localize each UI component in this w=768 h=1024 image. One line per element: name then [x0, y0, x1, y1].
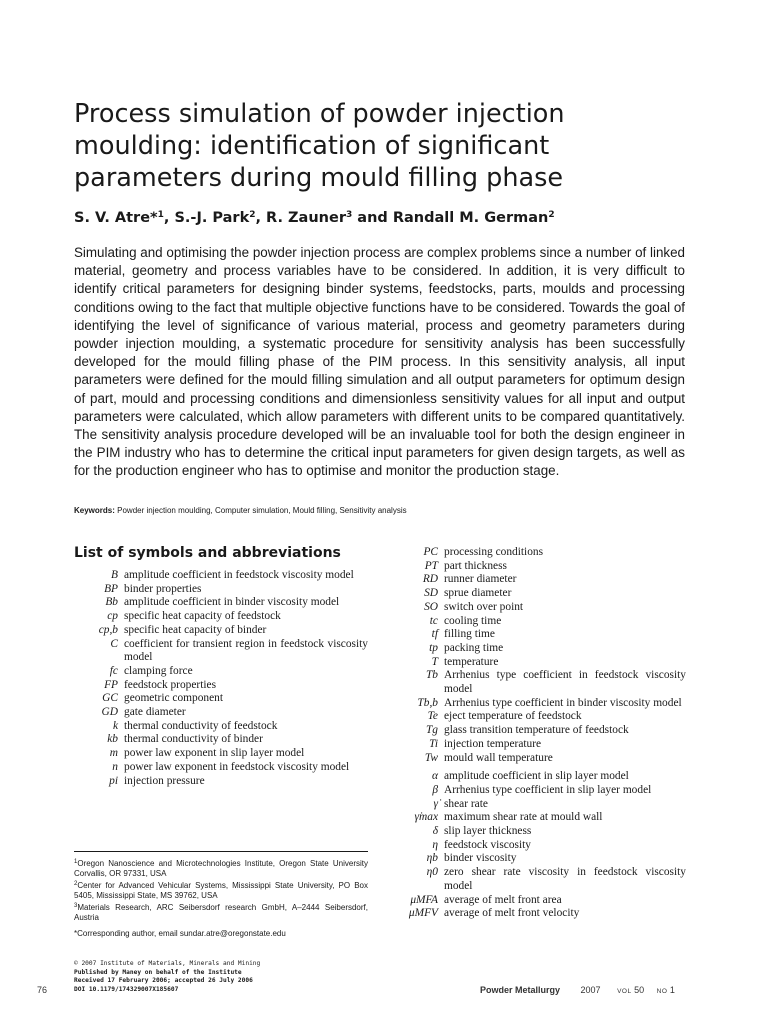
- symbol-row: [390, 839, 686, 853]
- author-name: Randall M. German: [392, 210, 549, 226]
- corresponding-author: *Corresponding author, email sundar.atre@oregonstate.edu: [74, 929, 286, 938]
- symbol: β: [432, 783, 438, 796]
- symbol-definition: average of melt front area: [444, 893, 562, 906]
- doi: DOI 10.1179/174329007X185607: [74, 985, 179, 993]
- copyright-line: © 2007 Institute of Materials, Minerals and Mining: [74, 960, 261, 967]
- symbol-definition: amplitude coefficient in slip layer model: [444, 770, 629, 783]
- symbol: k: [112, 719, 118, 732]
- symbol-row: [74, 624, 368, 638]
- symbol-row: [390, 587, 686, 601]
- journal-footer: [480, 985, 675, 995]
- symbol-definition: shear rate: [444, 797, 488, 810]
- symbol-definition: temperature: [444, 655, 499, 668]
- symbol: γ̇max: [414, 811, 438, 824]
- symbol: PC: [423, 546, 438, 558]
- symbol-row: [390, 724, 686, 738]
- symbol: ηb: [426, 852, 438, 865]
- symbol-row: [74, 692, 368, 706]
- symbol-definition: feedstock viscosity: [444, 838, 531, 851]
- symbol: Tw: [424, 751, 438, 764]
- keywords: [74, 506, 407, 515]
- symbol: SD: [424, 587, 438, 600]
- symbol-definition: gate diameter: [124, 706, 186, 719]
- symbol-row: [390, 770, 686, 784]
- author-name: S.-J. Park: [174, 210, 250, 226]
- title-line: moulding: identification of significant: [74, 131, 550, 161]
- symbol-definition: binder viscosity: [444, 852, 517, 865]
- symbol-definition: processing conditions: [444, 546, 544, 558]
- symbol-definition: glass transition temperature of feedstock: [444, 724, 629, 737]
- symbol-row: [74, 720, 368, 734]
- article-title: [74, 98, 674, 194]
- issue-number: 1: [669, 985, 675, 995]
- symbol-definition: switch over point: [444, 600, 524, 613]
- symbol-row: [390, 907, 686, 921]
- symbol-row: [74, 775, 368, 789]
- symbol: cp: [107, 610, 118, 623]
- symbol-row: [390, 573, 686, 587]
- author-affiliation: 2: [249, 210, 256, 220]
- page-number: 76: [37, 985, 48, 995]
- symbol: tf: [431, 628, 438, 641]
- symbol-row: [74, 596, 368, 610]
- author-affiliation: 1: [157, 210, 164, 220]
- symbol-definition: specific heat capacity of binder: [124, 623, 267, 636]
- symbol-definition: Arrhenius type coefficient in slip layer model: [444, 783, 652, 796]
- symbol-definition: eject temperature of feedstock: [444, 710, 582, 723]
- symbol: Tg: [425, 724, 438, 737]
- symbol-row: [74, 706, 368, 720]
- title-line: Process simulation of powder injection: [74, 99, 565, 129]
- symbol-definition: injection pressure: [124, 774, 205, 787]
- symbol: B: [111, 569, 118, 581]
- symbol-row: [390, 894, 686, 908]
- symbol-definition: sprue diameter: [444, 587, 512, 600]
- symbol-row: [390, 697, 686, 711]
- symbol-definition: binder properties: [124, 582, 202, 595]
- symbol-definition: clamping force: [124, 664, 193, 677]
- symbol: Tb,b: [417, 696, 438, 709]
- journal-name: Powder Metallurgy: [480, 985, 561, 995]
- symbol-row: [390, 656, 686, 670]
- issue-label: NO: [656, 988, 668, 995]
- symbol: SO: [424, 600, 438, 613]
- symbols-list-right: [390, 546, 686, 921]
- symbol-definition: geometric component: [124, 692, 224, 705]
- symbol: η: [432, 838, 438, 851]
- symbol: α: [432, 770, 438, 783]
- symbol: GD: [101, 706, 118, 719]
- symbol-row: [74, 747, 368, 761]
- symbol: Te: [427, 710, 438, 723]
- footnote: $^1$Oregon Nanoscience and Microtechnologies Institute, Oregon State University Corvallis, OR 97331, USA: [74, 859, 368, 878]
- symbol-row: [390, 825, 686, 839]
- symbol-definition: injection temperature: [444, 737, 542, 750]
- journal-year: 2007: [580, 985, 601, 995]
- symbol-row: [74, 761, 368, 775]
- symbol-row: [74, 665, 368, 679]
- symbol: T: [431, 655, 438, 668]
- symbol-definition: Arrhenius type coefficient in feedstock viscosity model: [444, 669, 686, 696]
- symbol-row: [74, 679, 368, 693]
- symbol-row: [74, 638, 368, 665]
- symbol-definition: average of melt front velocity: [444, 907, 580, 920]
- copyright-line: Received 17 February 2006; accepted 26 July 2006: [74, 977, 253, 985]
- symbol: Bb: [105, 596, 118, 609]
- symbol-row: [390, 669, 686, 696]
- symbol: η0: [426, 866, 438, 879]
- symbol-row: [390, 560, 686, 574]
- symbol-definition: mould wall temperature: [444, 751, 553, 764]
- symbol-row: [74, 583, 368, 597]
- symbol-definition: Arrhenius type coefficient in binder viscosity model: [444, 696, 682, 709]
- symbol: δ: [432, 825, 438, 838]
- symbol-definition: coefficient for transient region in feedstock viscosity model: [124, 637, 368, 664]
- author-list: S. V. Atre*$^1$, S.-J. Park$^2$, R. Zauner$^3$ and Randall M. German$^2$: [74, 210, 555, 226]
- symbol-row: [390, 601, 686, 615]
- author-affiliation: 2: [548, 210, 555, 220]
- symbol: kb: [107, 733, 118, 746]
- symbol: n: [112, 760, 118, 773]
- author-name: S. V. Atre*: [74, 210, 158, 226]
- abstract: Simulating and optimising the powder injection process are complex problems since a number of linked material, geometry and process variables have to be considered. In addition, it is very difficult to identify critical parameters for designing binder systems, feedstocks, parts, moulds and processing conditions owing to the fact that multiple objective functions have to be considered. Towards the goal of identifying the level of significance of various material, process and geometry parameters during powder injection moulding, a systematic procedure for sensitivity analysis has been successfully developed for the mould filling phase of the PIM process. In this sensitivity analysis, all input parameters were defined for the mould filling simulation and all output parameters for optimum design of part, mould and processing conditions and dimensionless sensitivity values for all input and output parameters were calculated, which allow parameters with different units to be compared quantitatively. The sensitivity analysis procedure developed will be an invaluable tool for both the design engineer in the PIM industry who has to determine the critical input parameters for given design targets, as well as for the production engineer who has to optimise and monitor the production stage.: [74, 245, 685, 479]
- symbol-row: [390, 752, 686, 766]
- symbol-row: [390, 738, 686, 752]
- symbol-row: [74, 610, 368, 624]
- footnote: $^2$Center for Advanced Vehicular Systems, Mississippi State University, PO Box 5405, Mississippi State, MS 39762, USA: [74, 881, 368, 900]
- symbol: m: [109, 747, 118, 760]
- symbol-definition: amplitude coefficient in binder viscosity model: [124, 596, 340, 609]
- symbol-row: [390, 628, 686, 642]
- symbol-definition: packing time: [444, 641, 504, 654]
- symbol: BP: [104, 582, 118, 595]
- symbol-definition: feedstock properties: [124, 678, 217, 691]
- symbol-definition: power law exponent in feedstock viscosity model: [124, 760, 350, 773]
- symbol-row: [390, 642, 686, 656]
- symbol-row: [390, 852, 686, 866]
- symbol-row: [390, 798, 686, 812]
- symbol: μMFA: [410, 893, 438, 906]
- symbol-definition: specific heat capacity of feedstock: [124, 610, 281, 623]
- footnote-divider: [74, 851, 368, 852]
- symbol: Tb: [425, 669, 438, 682]
- symbol: tc: [429, 614, 438, 627]
- symbol: cp,b: [98, 623, 118, 636]
- keywords-label: Keywords:: [74, 506, 115, 515]
- symbol-definition: amplitude coefficient in feedstock viscosity model: [124, 569, 354, 581]
- symbol-definition: filling time: [444, 628, 495, 641]
- copyright-line: Published by Maney on behalf of the Institute: [74, 968, 242, 976]
- volume-number: 50: [634, 985, 645, 995]
- symbols-heading: List of symbols and abbreviations: [74, 545, 341, 561]
- symbol: fc: [109, 664, 118, 677]
- keywords-text: Powder injection moulding, Computer simulation, Mould filling, Sensitivity analysis: [117, 506, 407, 515]
- title-line: parameters during mould filling phase: [74, 163, 564, 193]
- affiliation-footnotes: [74, 857, 368, 939]
- symbol-definition: part thickness: [444, 559, 507, 572]
- symbol-row: [390, 710, 686, 724]
- symbol: RD: [422, 573, 438, 586]
- symbol-row: [74, 569, 368, 583]
- symbol: pi: [109, 774, 118, 787]
- symbol-row: [390, 866, 686, 893]
- symbol-definition: zero shear rate viscosity in feedstock viscosity model: [444, 866, 686, 892]
- symbols-list-left: [74, 569, 368, 788]
- symbol-definition: runner diameter: [444, 573, 517, 586]
- footnote: $^3$Materials Research, ARC Seibersdorf research GmbH, A–2444 Seibersdorf, Austria: [74, 903, 368, 922]
- symbol-definition: slip layer thickness: [444, 825, 532, 838]
- symbol-definition: power law exponent in slip layer model: [124, 747, 305, 760]
- symbol: GC: [102, 692, 118, 705]
- symbol-row: [390, 784, 686, 798]
- symbol-row: [390, 546, 686, 560]
- symbol: FP: [104, 678, 118, 691]
- symbol: C: [110, 637, 118, 650]
- symbol-row: [74, 733, 368, 747]
- symbol-definition: maximum shear rate at mould wall: [444, 811, 603, 824]
- symbol-row: [390, 811, 686, 825]
- symbol-definition: cooling time: [444, 614, 502, 627]
- symbol: μMFV: [408, 907, 438, 920]
- symbol-definition: thermal conductivity of feedstock: [124, 719, 278, 732]
- author-name: R. Zauner: [266, 210, 346, 226]
- symbol-definition: thermal conductivity of binder: [124, 733, 263, 746]
- symbol: Ti: [429, 737, 438, 750]
- copyright-block: [74, 960, 260, 994]
- symbol-row: [390, 615, 686, 629]
- symbol: PT: [424, 559, 438, 572]
- author-affiliation: 3: [345, 210, 353, 220]
- symbol: tp: [429, 641, 438, 654]
- volume-label: VOL: [617, 988, 632, 995]
- symbol: γ̇: [433, 797, 438, 810]
